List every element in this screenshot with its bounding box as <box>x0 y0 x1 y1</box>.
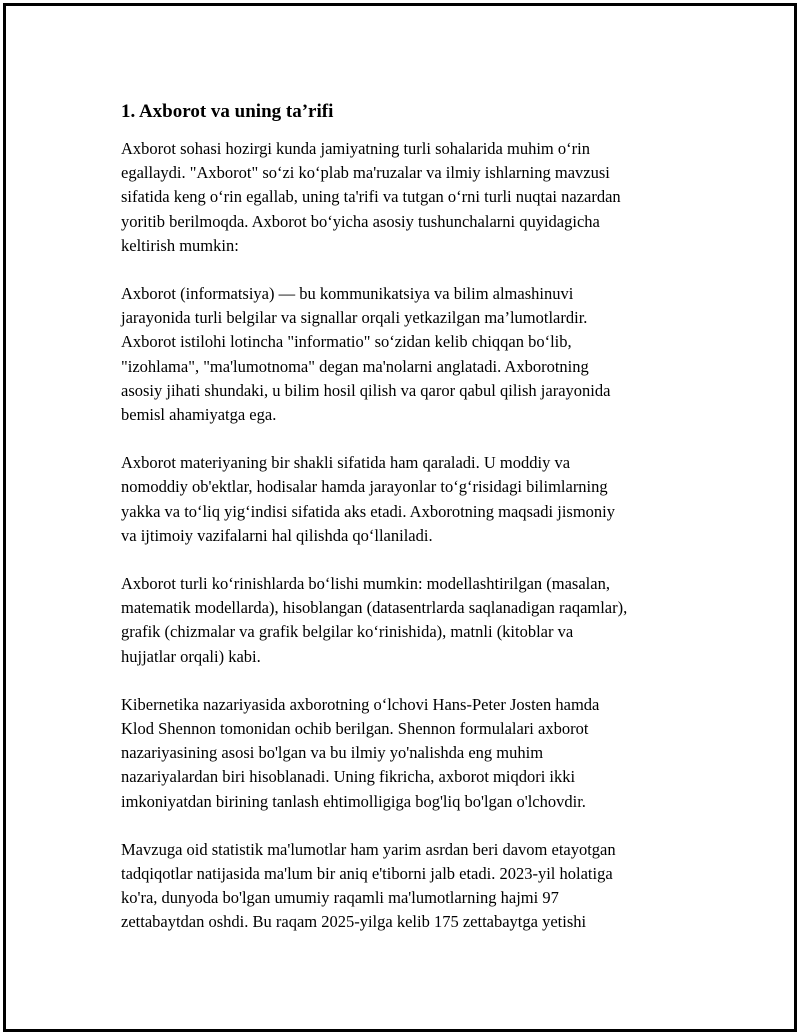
text-line: jarayonida turli belgilar va signallar orqali yetkazilgan ma’lumotlardir. <box>121 308 588 328</box>
text-line: nazariyalardan biri hisoblanadi. Uning fikricha, axborot miqdori ikki <box>121 767 576 787</box>
text-line: Axborot materiyaning bir shakli sifatida ham qaraladi. U moddiy va <box>121 453 571 473</box>
text-line: va ijtimoiy vazifalarni hal qilishda qo‘llaniladi. <box>121 525 433 545</box>
text-line: hujjatlar orqali) kabi. <box>121 646 261 666</box>
paragraph <box>121 572 721 669</box>
text-line: Kibernetika nazariyasida axborotning o‘lchovi Hans-Peter Josten hamda <box>121 694 600 714</box>
text-line: imkoniyatdan birining tanlash ehtimolligiga bog'liq bo'lgan o'lchovdir. <box>121 791 586 811</box>
text-line: nazariyasining asosi bo'lgan va bu ilmiy yo'nalishda eng muhim <box>121 743 544 763</box>
document-body <box>121 99 721 959</box>
text-line: nomoddiy ob'ektlar, hodisalar hamda jarayonlar to‘g‘risidagi bilimlarning <box>121 477 608 497</box>
text-line: Axborot sohasi hozirgi kunda jamiyatning turli sohalarida muhim o‘rin <box>121 139 590 158</box>
text-line: bemisl ahamiyatga ega. <box>121 405 277 425</box>
text-line: "izohlama", "ma'lumotnoma" degan ma'nolarni anglatadi. Axborotning <box>121 356 589 376</box>
text-line: egallaydi. "Axborot" so‘zi ko‘plab ma'ruzalar va ilmiy ishlarning mavzusi <box>121 163 610 183</box>
paragraph <box>121 282 721 427</box>
paragraph <box>121 451 721 548</box>
paragraph-list <box>121 137 721 935</box>
section-heading: 1. Axborot va uning ta’rifi <box>121 101 334 122</box>
paragraph <box>121 838 721 935</box>
text-line: Axborot (informatsiya) — bu kommunikatsiya va bilim almashinuvi <box>121 284 574 304</box>
text-line: yakka va to‘liq yig‘indisi sifatida aks etadi. Axborotning maqsadi jismoniy <box>121 501 616 521</box>
text-line: tadqiqotlar natijasida ma'lum bir aniq e'tiborni jalb etadi. 2023-yil holatiga <box>121 864 613 884</box>
text-line: Mavzuga oid statistik ma'lumotlar ham yarim asrdan beri davom etayotgan <box>121 839 616 859</box>
text-line: grafik (chizmalar va grafik belgilar ko‘rinishida), matnli (kitoblar va <box>121 622 574 642</box>
text-line: sifatida keng o‘rin egallab, uning ta'rifi va tutgan o‘rni turli nuqtai nazardan <box>121 187 621 207</box>
paragraph <box>121 137 721 258</box>
text-line: zettabaytdan oshdi. Bu raqam 2025-yilga kelib 175 zettabaytga yetishi <box>121 912 587 932</box>
text-line: keltirish mumkin: <box>121 235 239 255</box>
text-line: yoritib berilmoqda. Axborot bo‘yicha asosiy tushunchalarni quyidagicha <box>121 211 600 231</box>
paragraph <box>121 693 721 814</box>
text-line: matematik modellarda), hisoblangan (datasentrlarda saqlanadigan raqamlar), <box>121 598 628 618</box>
text-line: asosiy jihati shundaki, u bilim hosil qilish va qaror qabul qilish jarayonida <box>121 380 611 400</box>
text-line: Axborot istilohi lotincha "informatio" so‘zidan kelib chiqqan bo‘lib, <box>121 332 572 352</box>
text-line: ko'ra, dunyoda bo'lgan umumiy raqamli ma'lumotlarning hajmi 97 <box>121 888 559 908</box>
page-frame <box>3 3 797 1032</box>
text-line: Klod Shennon tomonidan ochib berilgan. Shennon formulalari axborot <box>121 719 589 739</box>
text-line: Axborot turli ko‘rinishlarda bo‘lishi mumkin: modellashtirilgan (masalan, <box>121 574 610 594</box>
